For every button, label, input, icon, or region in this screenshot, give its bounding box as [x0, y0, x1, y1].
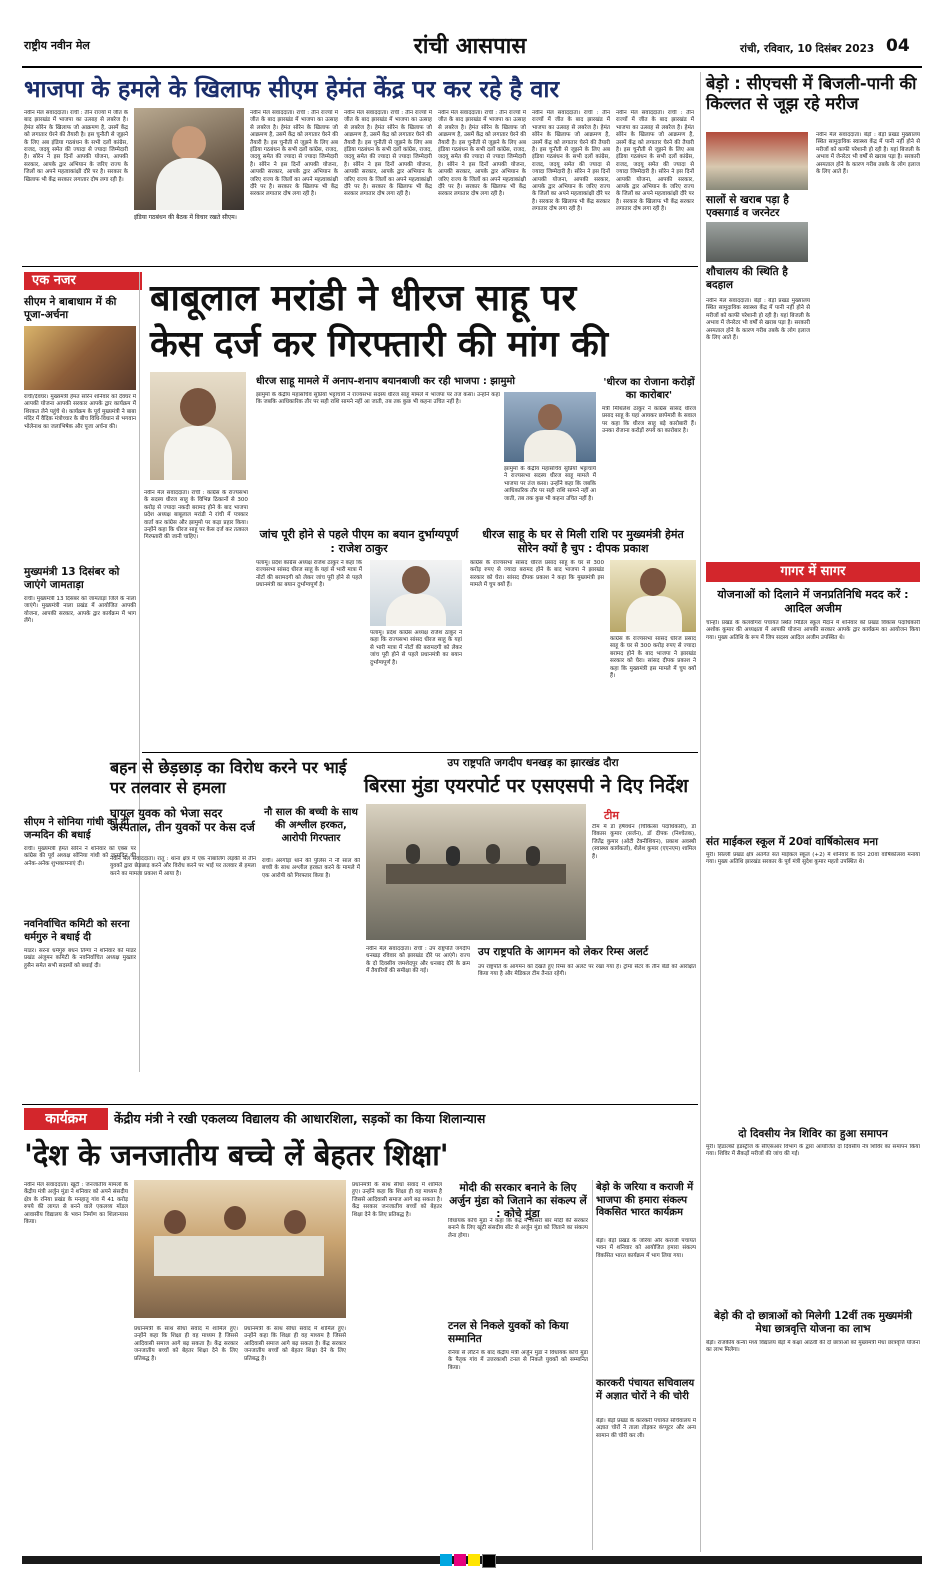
rajesh-photo — [370, 560, 462, 626]
bottom-side2-headline: कारकरी पंचायत सचिवालय में अज्ञात चोरों ने की चोरी — [596, 1378, 695, 1402]
birsa-kicker: उप राष्ट्रपति जगदीप धनखड़ का झारखंड दौरा — [447, 757, 619, 769]
sagar-item3-headline: दो दिवसीय नेत्र शिविर का हुआ समापन — [738, 1128, 888, 1140]
deepak-headline: धीरज साहू के घर से मिली राशि पर मुख्यमंत्री हेमंत सोरेन क्यों है चुप : दीपक प्रकाश — [482, 528, 684, 555]
birsa-sub-body: उप राष्ट्रपति के आगमन को देखते हुए रिम्स को अलर्ट पर रखा गया है। ट्रॉमा सेंटर के तीन बेडों को आरक्षित किया गया है और मेडिकल टीम तैनात रहेगी। — [478, 964, 696, 978]
masthead-rule — [22, 66, 922, 68]
birsa-headline: बिरसा मुंडा एयरपोर्ट पर एसएसपी ने दिए निर्देश — [364, 775, 689, 797]
lead-headline: भाजपा के हमले के खिलाफ सीएम हेमंत केंद्र पर कर रहे है वार — [24, 75, 560, 103]
page-number: 04 — [886, 36, 910, 56]
sagar-label: गागर में सागर — [706, 562, 920, 582]
right-divider — [700, 72, 701, 1552]
bero-body-col1: नवीन मेल संवाददाता। बेड़ो : बेड़ो प्रखंड मुख्यालय स्थित सामुदायिक स्वास्थ्य केंद्र में पानी नहीं होने से मरीजों को काफी परेशानी हो रही है। यहां बिजली के अभाव में जेनरेटर भी वर्षों से खराब पड़ा है। सरकारी अस्पताल होने के कारण गरीब तबके के लोग इलाज के लिए आते हैं। — [706, 298, 810, 342]
footer-color-yellow — [468, 1554, 480, 1566]
deepak-body-col1: कांग्रेस के राज्यसभा सांसद धीरज प्रसाद साहू के घर से 300 करोड़ रुपए से ज्यादा बरामद होने के बाद भाजपा ने झारखंड सरकार को घेरा। सांसद दीपक प्रकाश ने कहा कि मुख्यमंत्री इस मामले में चुप क्यों हैं। — [470, 560, 604, 589]
lead-body-col5: नवीन मेल संवाददाता। रांची : तीन राज्यों में जीत के बाद झारखंड में भाजपा का उत्साह से लबरेज है। हेमंत सोरेन के खिलाफ जो आक्रमण है, उसमें केंद्र को लगातार घेरने की तैयारी है। इस चुनौती से जूझने के लिए अब इंडिया गठबंधन के सभी दलों कांग्रेस, राजद, जदयू समेत की ज्यादा से ज्यादा जिम्मेदारी है। सोरेन ने इस दिनों आपकी योजना, आपकी सरकार, आपके द्वार अभियान के जरिए राज्य के जिलों का अपने महत्वाकांक्षी दौरे पर है। सरकार के खिलाफ भी केंद्र सरकार लगातार दोष लगा रही है। — [532, 110, 610, 213]
masthead-logo: राष्ट्रीय नवीन मेल — [24, 39, 90, 52]
ek-nazar-item3-body: रांची। मुख्यमंत्री हेमंत सोरेन ने शनिवार को एक्स पर कांग्रेस की पूर्व अध्यक्ष सोनिया गांधी को जन्मदिन की अनेक-अनेक शुभकामनाएं दी। — [24, 846, 136, 867]
birsa-body: नवीन मेल संवाददाता। रांची : उप राष्ट्रपति जगदीप धनखड़ रविवार को झारखंड दौरे पर आएंगे। राज्य के दो दिवसीय जमशेदपुर और धनबाद दौरे के क्रम में तैयारियों की समीक्षा की गई। — [366, 946, 470, 975]
ek-nazar-photo — [24, 326, 136, 390]
bottom-mid-body-col3: प्रधानमंत्री के साथ सीधा संवाद में शामिल हुए। उन्होंने कहा कि शिक्षा ही वह माध्यम है जिससे आदिवासी समाज आगे बढ़ सकता है। केंद्र सरकार जनजातीय बच्चों को बेहतर शिक्षा देने के लिए प्रतिबद्ध है। — [352, 1182, 442, 1218]
bero-photo2 — [706, 222, 808, 262]
footer-color-black — [482, 1554, 496, 1568]
lead-rule — [22, 266, 698, 267]
birsa-team-label: टीम — [604, 809, 619, 822]
bero-photo-caption: सालों से खराब पड़ा है एक्सगार्ड व जरनेटर — [706, 194, 789, 219]
sagar-item2-headline: संत माईकल स्कूल में 20वां वार्षिकोत्सव मना — [706, 836, 878, 848]
ek-nazar-item2-title: मुख्यमंत्री 13 दिसंबर को जाएंगे जामताड़ा — [24, 566, 120, 591]
babulal-sub-body2: झामुमो के केंद्रीय महासचिव सुप्रियो भट्टाचार्य ने राज्यसभा सदस्य धीरज साहू मामले में भाजपा पर तंज कसा। उन्होंने कहा कि जबकि आधिकारिक तौर पर सही राशि सामने नहीं आ जाती, तब तक कुछ भी कहना उचित नहीं है। — [504, 466, 596, 502]
bottom-headline: 'देश के जनजातीय बच्चे लें बेहतर शिक्षा' — [24, 1138, 449, 1172]
jmm-photo — [504, 392, 596, 462]
sagar-item4-body: बेड़ो। राजकीय कन्या मध्य विद्यालय बेड़ो में कक्षा आठवीं की दो छात्राओं को मुख्यमंत्री मेधा छात्रवृत्ति योजना का लाभ मिलेगा। — [706, 1340, 920, 1354]
babulal-photo — [150, 372, 246, 480]
sagar-item3-body: मुरी। हिंडाल्को इंडस्ट्रीज के सीएसआर विभाग के द्वारा आयोजित दो दिवसीय नेत्र शिविर का समापन किया गया। शिविर में सैकड़ों मरीजों की जांच की गई। — [706, 1144, 920, 1158]
side-body: मंत्री मिथिलेश ठाकुर ने कांग्रेस सांसद धीरज प्रसाद साहू के यहां आयकर छापेमारी के सवाल पर कहा कि धीरज साहू बड़े कारोबारी हैं। उनका रोजाना करोड़ों रुपये का कारोबार है। — [602, 406, 696, 435]
section-title: रांची आसपास — [413, 33, 527, 59]
bottom-side2-body: बेड़ो। बेड़ो प्रखंड के कारकरी पंचायत सचिवालय में अज्ञात चोरों ने ताला तोड़कर कंप्यूटर और अन्य सामान की चोरी कर ली। — [596, 1418, 696, 1439]
babulal-body-col1: नवीन मेल संवाददाता। रांची : कांग्रेस के राज्यसभा के सदस्य धीरज साहू के विभिन्न ठिकानों से 300 करोड़ से ज्यादा नकदी बरामद होने के बाद भाजपा प्रदेश अध्यक्ष बाबूलाल मरांडी ने रांची में पत्रकार वार्ता कर कांग्रेस और झामुमो पर कड़ा प्रहार किया। उन्होंने कहा कि धीरज साहू पर केस दर्ज कर तत्काल गिरफ्तारी की जानी चाहिए। — [144, 490, 248, 541]
rajesh-body-col1: पलामू। प्रदेश कांग्रेस अध्यक्ष राजेश ठाकुर ने कहा कि राज्यसभा सांसद धीरज साहू के यहां से भारी मात्रा में नोटों की बरामदगी को लेकर जांच पूरी होने से पहले प्रधानमंत्री का बयान दुर्भाग्यपूर्ण है। — [256, 560, 362, 589]
bottom-body-col1: नवीन मेल संवाददाता। खूंटी : जनजातीय मामलों के केंद्रीय मंत्री अर्जुन मुंडा ने शनिवार को अपने संसदीय क्षेत्र के रनिया प्रखंड के मनहातू गांव में 41 करोड़ रुपये की लागत से बनने वाले एकलव्य मॉडल आवासीय विद्यालय के भवन निर्माण का शिलान्यास किया। — [24, 1182, 128, 1226]
lead-photo-caption: इंडिया गठबंधन की बैठक में विचार रखते सीएम। — [134, 214, 237, 221]
box1-headline: मोदी की सरकार बनाने के लिए अर्जुन मुंडा को जिताने का संकल्प लें : कोचे मुंडा — [449, 1182, 587, 1220]
bottom-kicker: केंद्रीय मंत्री ने रखी एकलव्य विद्यालय की आधारशिला, सड़कों का किया शिलान्यास — [114, 1111, 486, 1126]
ek-nazar-label: एक नजर — [24, 272, 142, 290]
rajesh-body-col2: पलामू। प्रदेश कांग्रेस अध्यक्ष राजेश ठाकुर ने कहा कि राज्यसभा सांसद धीरज साहू के यहां से भारी मात्रा में नोटों की बरामदगी को लेकर जांच पूरी होने से पहले प्रधानमंत्री का बयान दुर्भाग्यपूर्ण है। — [370, 630, 462, 666]
lead-body-col1: नवीन मेल संवाददाता। रांची : तीन राज्यों में जीत के बाद झारखंड में भाजपा का उत्साह से लबरेज है। हेमंत सोरेन के खिलाफ जो आक्रमण है, उसमें केंद्र को लगातार घेरने की तैयारी है। इस चुनौती से जूझने के लिए अब इंडिया गठबंधन के सभी दलों कांग्रेस, राजद, जदयू समेत की ज्यादा से ज्यादा जिम्मेदारी है। सोरेन ने इस दिनों आपकी योजना, आपकी सरकार, आपके द्वार अभियान के जरिए राज्य के जिलों का अपने महत्वाकांक्षी दौरे पर है। सरकार के खिलाफ भी केंद्र सरकार लगातार दोष लगा रही है। — [24, 110, 128, 183]
box2-headline: टनल से निकले युवकों को किया सम्मानित — [448, 1320, 569, 1345]
talwar-body: नवीन मेल संवाददाता। रातू : थाना क्षेत्र में एक नाबालिग लड़की से तीन युवकों द्वारा छेड़छाड़ करने और विरोध करने पर भाई पर तलवार से हमला करने का मामला प्रकाश में आया है। — [110, 856, 256, 877]
bottom-mid-body-col2: प्रधानमंत्री के साथ सीधा संवाद में शामिल हुए। उन्होंने कहा कि शिक्षा ही वह माध्यम है जिससे आदिवासी समाज आगे बढ़ सकता है। केंद्र सरकार जनजातीय बच्चों को बेहतर शिक्षा देने के लिए प्रतिबद्ध है। — [244, 1326, 346, 1362]
babulal-sub-body: झामुमो के केंद्रीय महासचिव सुप्रियो भट्टाचार्य ने राज्यसभा सदस्य धीरज साहू मामले में भाजपा पर तंज कसा। उन्होंने कहा कि जबकि आधिकारिक तौर पर सही राशि सामने नहीं आ जाती, तब तक कुछ भी कहना उचित नहीं है। — [256, 392, 500, 406]
talwar-headline: बहन से छेड़छाड़ का विरोध करने पर भाई पर तलवार से हमला — [110, 758, 347, 797]
sagar-item1-headline: योजनाओं को दिलाने में जनप्रतिनिधि मदद करें : आदिल अजीम — [717, 588, 909, 615]
talwar-side-body: रांची। अरगोड़ा थाने की पुलिस ने नौ साल की बच्ची के साथ अश्लील हरकत करने के मामले में एक आरोपी को गिरफ्तार किया है। — [262, 858, 360, 879]
bero-headline: बेड़ो : सीएचसी में बिजली-पानी की किल्लत से जूझ रहे मरीज — [706, 74, 917, 113]
babulal-headline-line2: केस दर्ज कर गिरफ्तारी की मांग की — [150, 323, 609, 365]
lead-body-col4: नवीन मेल संवाददाता। रांची : तीन राज्यों में जीत के बाद झारखंड में भाजपा का उत्साह से लबरेज है। हेमंत सोरेन के खिलाफ जो आक्रमण है, उसमें केंद्र को लगातार घेरने की तैयारी है। इस चुनौती से जूझने के लिए अब इंडिया गठबंधन के सभी दलों कांग्रेस, राजद, जदयू समेत की ज्यादा से ज्यादा जिम्मेदारी है। सोरेन ने इस दिनों आपकी योजना, आपकी सरकार, आपके द्वार अभियान के जरिए राज्य के जिलों का अपने महत्वाकांक्षी दौरे पर है। सरकार के खिलाफ भी केंद्र सरकार लगातार दोष लगा रही है। — [438, 110, 526, 198]
bottom-side-divider — [592, 1180, 593, 1550]
bottom-mid-body-col1: प्रधानमंत्री के साथ सीधा संवाद में शामिल हुए। उन्होंने कहा कि शिक्षा ही वह माध्यम है जिससे आदिवासी समाज आगे बढ़ सकता है। केंद्र सरकार जनजातीय बच्चों को बेहतर शिक्षा देने के लिए प्रतिबद्ध है। — [134, 1326, 238, 1362]
lead-photo — [134, 108, 244, 210]
mid-rule — [142, 752, 698, 753]
babulal-headline-line1: बाबूलाल मरांडी ने धीरज साहू पर — [150, 277, 577, 319]
birsa-sub-headline: उप राष्ट्रपति के आगमन को लेकर रिम्स अलर्ट — [478, 946, 649, 958]
birsa-photo — [366, 804, 586, 940]
sagar-item4-headline: बेड़ो की दो छात्राओं को मिलेगी 12वीं तक मुख्यमंत्री मेधा छात्रवृत्ति योजना का लाभ — [713, 1310, 913, 1335]
deepak-photo — [610, 560, 696, 632]
sagar-item2-body: मुरी। सिल्ली प्रखंड क्षेत्र अंतर्गत संत माईकल स्कूल (+2) में शनिवार के दिन 20वां वार्षिकोत्सव मनाया गया। मुख्य अतिथि झारखंड सरकार के पूर्व मंत्री सुदेश कुमार महतो उपस्थित थे। — [706, 852, 920, 866]
rajesh-headline: जांच पूरी होने से पहले पीएम का बयान दुर्भाग्यपूर्ण : राजेश ठाकुर — [259, 528, 459, 555]
footer-color-magenta — [454, 1554, 466, 1566]
sagar-item1-body: चान्हो। प्रखंड के कलवोगरा पंचायत स्थित मिडिल स्कूल मैदान में शनिवार को प्रखंड विकास पदाधिकारी अशोक कुमार की अध्यक्षता में आपकी योजना आपकी सरकार आपके द्वार कार्यक्रम का आयोजन किया गया। मुख्य अतिथि के रूप में जिप सदस्य आदिल अजीम उपस्थित थे। — [706, 620, 920, 641]
babulal-sub-headline: धीरज साहू मामले में अनाप-शनाप बयानबाजी कर रही भाजपा : झामुमो — [256, 376, 515, 387]
bero-photo-caption2: शौचालय की स्थिति है बदहाल — [706, 266, 788, 291]
ek-nazar-item2-body: रांची। मुख्यमंत्री 13 दिसंबर को जामताड़ा जिले के नाला जाएंगे। मुख्यमंत्री नाला प्रखंड में आयोजित आपकी योजना, आपकी सरकार, आपके द्वार कार्यक्रम में भाग लेंगे। — [24, 596, 136, 625]
ek-nazar-item1-title: सीएम ने बाबाधाम में की पूजा-अर्चना — [24, 296, 117, 321]
ek-nazar-item1-body: रांची/देवघर। मुख्यमंत्री हेमंत सोरेन शनिवार को देवघर में आपकी योजना आपकी सरकार आपके द्वार कार्यक्रम में शिरकत लेने पहुंचे थे। कार्यक्रम के पूर्व मुख्यमंत्री ने बाबा मंदिर में वैदिक मंत्रोच्चार के बीच विधि-विधान से भगवान भोलेनाथ का जलाभिषेक और पूजा अर्चना की। — [24, 394, 136, 430]
bottom-side-body: बेड़ो। बेड़ो प्रखंड के जरिया और कराजी पंचायत भवन में शनिवार को आयोजित हमारा संकल्प विकसित भारत कार्यक्रम में भाग लिया गया। — [596, 1238, 696, 1259]
deepak-body-col2: कांग्रेस के राज्यसभा सांसद धीरज प्रसाद साहू के घर से 300 करोड़ रुपए से ज्यादा बरामद होने के बाद भाजपा ने झारखंड सरकार को घेरा। सांसद दीपक प्रकाश ने कहा कि मुख्यमंत्री इस मामले में चुप क्यों हैं। — [610, 636, 696, 680]
birsa-team-body: टीम में डॉ हर्षवर्धन (चिकित्सा पदाधिकारी), डॉ विकास कुमार (सर्जन), डॉ दीपक (निश्चेतक), जितेंद्र कुमार (ओटी टेक्नीशियन), प्रकाश अवस्थी (स्वास्थ्य कार्यकर्ता), शैलेश कुमार (एएनएम) शामिल हैं। — [592, 824, 696, 860]
bottom-side-headline: बेड़ो के जरिया व कराजी में भाजपा की हमारा संकल्प विकसित भारत कार्यक्रम — [596, 1182, 694, 1218]
bero-photo1 — [706, 132, 808, 190]
lead-body-col6: नवीन मेल संवाददाता। रांची : तीन राज्यों में जीत के बाद झारखंड में भाजपा का उत्साह से लबरेज है। हेमंत सोरेन के खिलाफ जो आक्रमण है, उसमें केंद्र को लगातार घेरने की तैयारी है। इस चुनौती से जूझने के लिए अब इंडिया गठबंधन के सभी दलों कांग्रेस, राजद, जदयू समेत की ज्यादा से ज्यादा जिम्मेदारी है। सोरेन ने इस दिनों आपकी योजना, आपकी सरकार, आपके द्वार अभियान के जरिए राज्य के जिलों का अपने महत्वाकांक्षी दौरे पर है। सरकार के खिलाफ भी केंद्र सरकार लगातार दोष लगा रही है। — [616, 110, 694, 213]
bottom-label: कार्यक्रम — [24, 1108, 108, 1130]
side-headline: 'धीरज का रोजाना करोड़ों का कारोबार' — [603, 377, 695, 401]
footer-color-cyan — [440, 1554, 452, 1566]
box1-body: विधायक कोचे मुंडा ने कहा कि केंद्र में तीसरी बार मोदी की सरकार बनाने के लिए खूंटी संसदीय सीट से अर्जुन मुंडा को जिताने का संकल्प लेना होगा। — [448, 1218, 588, 1239]
lead-body-col2: नवीन मेल संवाददाता। रांची : तीन राज्यों में जीत के बाद झारखंड में भाजपा का उत्साह से लबरेज है। हेमंत सोरेन के खिलाफ जो आक्रमण है, उसमें केंद्र को लगातार घेरने की तैयारी है। इस चुनौती से जूझने के लिए अब इंडिया गठबंधन के सभी दलों कांग्रेस, राजद, जदयू समेत की ज्यादा से ज्यादा जिम्मेदारी है। सोरेन ने इस दिनों आपकी योजना, आपकी सरकार, आपके द्वार अभियान के जरिए राज्य के जिलों का अपने महत्वाकांक्षी दौरे पर है। सरकार के खिलाफ भी केंद्र सरकार लगातार दोष लगा रही है। — [250, 110, 338, 198]
ek-nazar-item4-body: मांडर। सरना धर्मगुरु बंधन तिग्गा ने शनिवार को मांडर प्रखंड अंजुमन कमिटी के नवनिर्वाचित अध्यक्ष मुख्तार हुसैन समेत सभी सदस्यों को बधाई दी। — [24, 948, 136, 969]
box2-body: रनिया से लौटने के बाद केंद्रीय मंत्री अर्जुन मुंडा ने विधायक कोचे मुंडा के पैतृक गांव में उत्तरकाशी टनल से निकले युवकों को सम्मानित किया। — [448, 1350, 588, 1371]
lead-body-col3: नवीन मेल संवाददाता। रांची : तीन राज्यों में जीत के बाद झारखंड में भाजपा का उत्साह से लबरेज है। हेमंत सोरेन के खिलाफ जो आक्रमण है, उसमें केंद्र को लगातार घेरने की तैयारी है। इस चुनौती से जूझने के लिए अब इंडिया गठबंधन के सभी दलों कांग्रेस, राजद, जदयू समेत की ज्यादा से ज्यादा जिम्मेदारी है। सोरेन ने इस दिनों आपकी योजना, आपकी सरकार, आपके द्वार अभियान के जरिए राज्य के जिलों का अपने महत्वाकांक्षी दौरे पर है। सरकार के खिलाफ भी केंद्र सरकार लगातार दोष लगा रही है। — [344, 110, 432, 198]
ek-nazar-item4-title: नवनिर्वाचित कमिटी को सरना धर्मगुरु ने बधाई दी — [24, 919, 130, 943]
talwar-sub-headline: घायल युवक को भेजा सदर अस्पताल, तीन युवकों पर केस दर्ज — [110, 806, 255, 834]
bottom-rule — [22, 1104, 698, 1105]
ek-nazar-item3-title: सीएम ने सोनिया गांधी को दी जन्मदिन की बधाई — [24, 817, 129, 841]
dateline: रांची, रविवार, 10 दिसंबर 2023 — [740, 43, 875, 55]
bero-body-col2: नवीन मेल संवाददाता। बेड़ो : बेड़ो प्रखंड मुख्यालय स्थित सामुदायिक स्वास्थ्य केंद्र में पानी नहीं होने से मरीजों को काफी परेशानी हो रही है। यहां बिजली के अभाव में जेनरेटर भी वर्षों से खराब पड़ा है। सरकारी अस्पताल होने के कारण गरीब तबके के लोग इलाज के लिए आते हैं। — [816, 132, 920, 176]
talwar-side-headline: नौ साल की बच्ची के साथ की अश्लील हरकत, आरोपी गिरफ्तार — [264, 807, 358, 844]
bottom-photo — [134, 1180, 346, 1318]
